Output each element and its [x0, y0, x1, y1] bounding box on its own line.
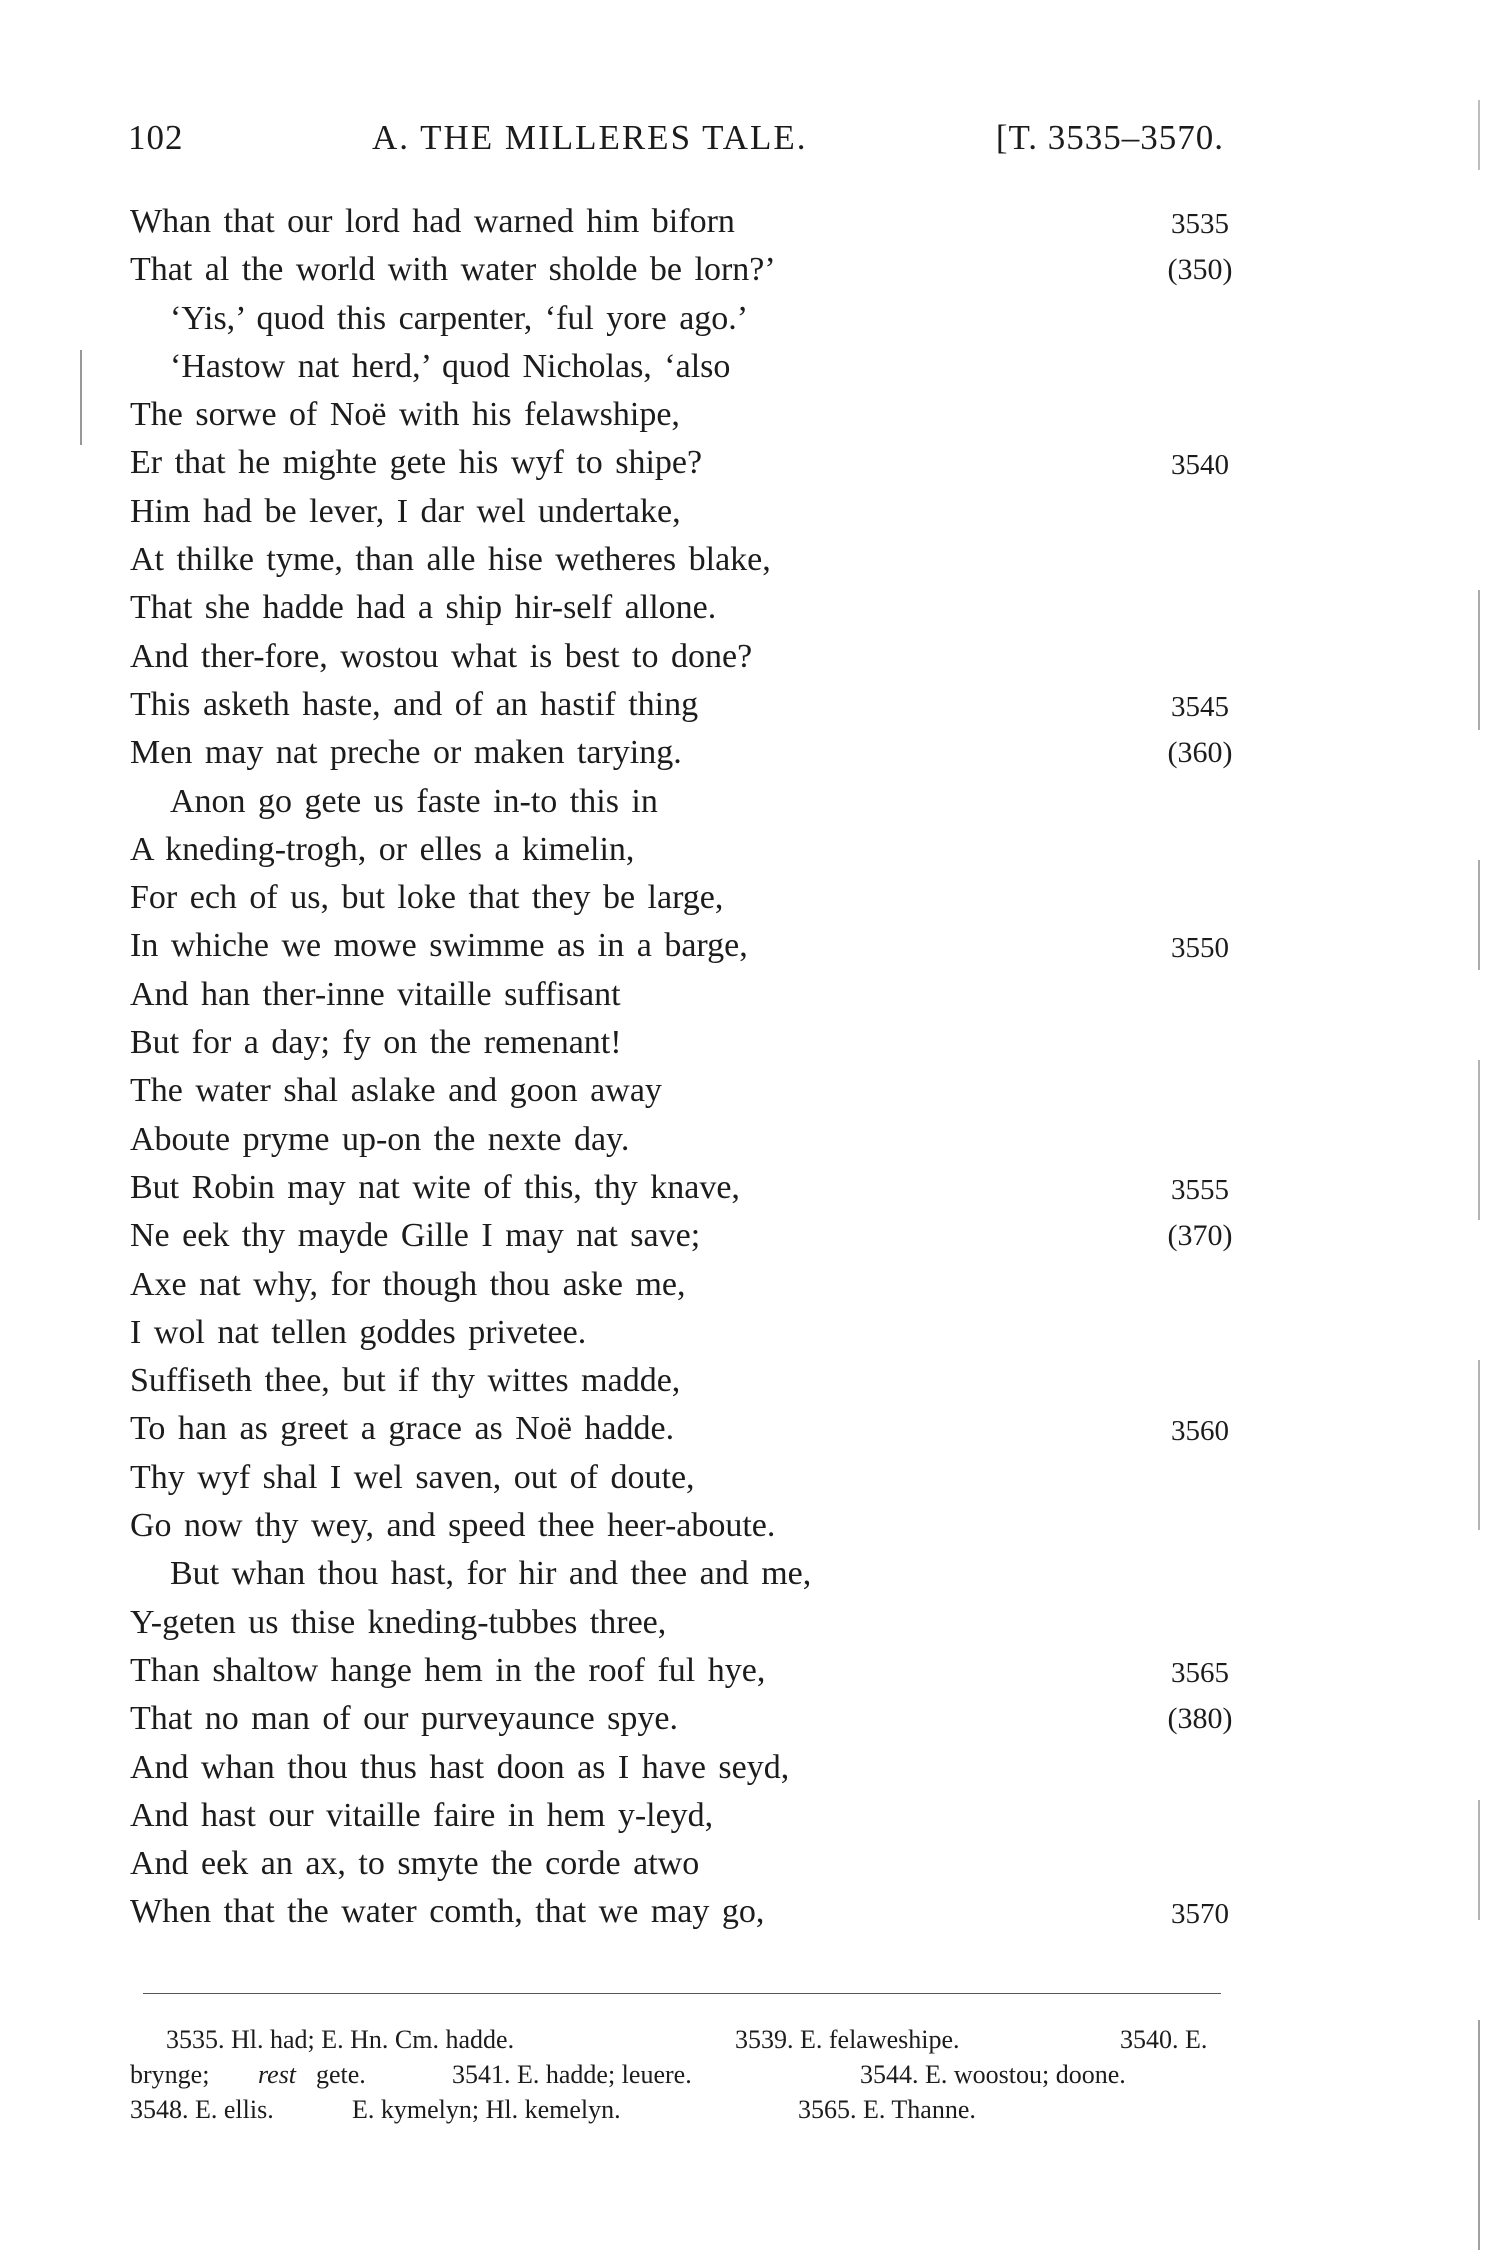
line-number: 3550 — [1171, 932, 1229, 965]
line-range: [T. 3535–3570. — [995, 118, 1224, 157]
verse-text: In whiche we mowe swimme as in a barge, — [130, 927, 748, 965]
verse-text: That she hadde had a ship hir-self allone. — [130, 589, 717, 627]
verse-line — [130, 439, 1240, 487]
note-line — [130, 2057, 1240, 2092]
line-number: 3545 — [1171, 690, 1229, 723]
verse-line — [130, 488, 1240, 536]
note-3548: 3548. E. ellis. — [130, 2095, 274, 2124]
verse-block — [130, 198, 1240, 1937]
note-line — [130, 2092, 1240, 2127]
verse-text: ‘Yis,’ quod this carpenter, ‘ful yore ago.’ — [170, 299, 749, 337]
verse-text: And eek an ax, to smyte the corde atwo — [130, 1845, 700, 1883]
verse-line — [130, 1164, 1240, 1212]
verse-line — [130, 343, 1240, 391]
verse-line — [130, 1019, 1240, 1067]
verse-text: To han as greet a grace as Noë hadde. — [130, 1410, 675, 1448]
verse-line — [130, 1888, 1240, 1936]
verse-line — [130, 729, 1240, 777]
verse-text: Ne eek thy mayde Gille I may nat save; — [130, 1217, 701, 1255]
verse-text: The water shal aslake and goon away — [130, 1072, 662, 1110]
verse-text: Anon go gete us faste in-to this in — [170, 782, 658, 820]
verse-line — [130, 1792, 1240, 1840]
verse-line — [130, 1357, 1240, 1405]
verse-text: Y-geten us thise kneding-tubbes three, — [130, 1603, 667, 1641]
verse-text: And ther-fore, wostou what is best to done? — [130, 637, 753, 675]
verse-line — [130, 874, 1240, 922]
note-3540-cont: brynge; — [130, 2060, 210, 2089]
verse-text: Men may nat preche or maken tarying. — [130, 734, 682, 772]
verse-line — [130, 633, 1240, 681]
scan-mark — [80, 350, 82, 445]
textual-notes — [130, 2022, 1240, 2127]
verse-line — [130, 1454, 1240, 1502]
verse-text: Than shaltow hange hem in the roof ful hye, — [130, 1651, 766, 1689]
verse-text: But Robin may nat wite of this, thy knave, — [130, 1168, 740, 1206]
verse-line — [130, 391, 1240, 439]
verse-line — [130, 1744, 1240, 1792]
verse-text: I wol nat tellen goddes privetee. — [130, 1313, 587, 1351]
scan-mark — [1478, 1360, 1480, 1530]
page-number: 102 — [128, 118, 184, 157]
note-3539: 3539. E. felaweshipe. — [735, 2025, 960, 2054]
verse-line — [130, 1116, 1240, 1164]
verse-text: And han ther-inne vitaille suffisant — [130, 975, 621, 1013]
line-number: (370) — [1167, 1219, 1233, 1253]
verse-text: And whan thou thus hast doon as I have seyd, — [130, 1748, 790, 1786]
note-3541: 3541. E. hadde; leuere. — [452, 2060, 692, 2089]
note-3540-gete: gete. — [316, 2060, 366, 2089]
line-number: 3565 — [1171, 1656, 1229, 1689]
running-title: A. THE MILLERES TALE. — [372, 118, 808, 157]
verse-line — [130, 826, 1240, 874]
verse-line — [130, 1212, 1240, 1260]
line-number: 3540 — [1171, 449, 1229, 482]
verse-text: ‘Hastow nat herd,’ quod Nicholas, ‘also — [170, 347, 731, 385]
scan-mark — [1478, 590, 1480, 730]
verse-text: A kneding-trogh, or elles a kimelin, — [130, 830, 635, 868]
verse-line — [130, 246, 1240, 294]
line-number: (380) — [1167, 1702, 1233, 1736]
verse-text: The sorwe of Noë with his felawshipe, — [130, 396, 680, 434]
scan-mark — [1478, 1060, 1480, 1220]
verse-text: And hast our vitaille faire in hem y-leyd, — [130, 1796, 714, 1834]
line-number: (350) — [1167, 253, 1233, 287]
verse-line — [130, 971, 1240, 1019]
verse-text: At thilke tyme, than alle hise wetheres blake, — [130, 541, 771, 579]
verse-line — [130, 1309, 1240, 1357]
verse-text: That al the world with water sholde be lorn?’ — [130, 251, 776, 289]
running-head — [128, 118, 1238, 170]
verse-line — [130, 1599, 1240, 1647]
scan-mark — [1478, 860, 1480, 970]
scan-mark — [1478, 100, 1480, 170]
note-3544: 3544. E. woostou; doone. — [860, 2060, 1126, 2089]
verse-text: But for a day; fy on the remenant! — [130, 1024, 622, 1062]
line-number: 3570 — [1171, 1898, 1229, 1931]
verse-text: For ech of us, but loke that they be large, — [130, 879, 724, 917]
verse-text: When that the water comth, that we may go, — [130, 1893, 765, 1931]
verse-text: Aboute pryme up-on the nexte day. — [130, 1120, 630, 1158]
note-line — [130, 2022, 1240, 2057]
verse-line — [130, 1502, 1240, 1550]
verse-text: This asketh haste, and of an hastif thing — [130, 685, 699, 723]
verse-text: Go now thy wey, and speed thee heer-aboute. — [130, 1507, 776, 1545]
line-number: 3535 — [1171, 208, 1229, 240]
footnote-rule — [143, 1993, 1221, 1994]
verse-line — [130, 1405, 1240, 1453]
verse-text: But whan thou hast, for hir and thee and me, — [170, 1555, 812, 1593]
note-3548-cont: E. kymelyn; Hl. kemelyn. — [352, 2095, 621, 2124]
verse-line — [130, 584, 1240, 632]
verse-text: Thy wyf shal I wel saven, out of doute, — [130, 1458, 695, 1496]
verse-line — [130, 922, 1240, 970]
verse-text: Whan that our lord had warned him biforn — [130, 203, 735, 240]
verse-line — [130, 1261, 1240, 1309]
verse-text: Suffiseth thee, but if thy wittes madde, — [130, 1362, 681, 1400]
scan-mark — [1478, 1800, 1480, 1920]
verse-line — [130, 536, 1240, 584]
verse-line — [130, 295, 1240, 343]
line-number: 3560 — [1171, 1415, 1229, 1448]
verse-text: That no man of our purveyaunce spye. — [130, 1700, 678, 1738]
verse-text: Axe nat why, for though thou aske me, — [130, 1265, 686, 1303]
verse-line — [130, 198, 1240, 246]
verse-line — [130, 681, 1240, 729]
scan-mark — [1478, 2020, 1480, 2250]
line-number: (360) — [1167, 736, 1233, 770]
note-rest-italic: rest — [258, 2060, 297, 2089]
note-3540: 3540. E. — [1120, 2025, 1208, 2054]
verse-text: Him had be lever, I dar wel undertake, — [130, 492, 681, 530]
note-3535: 3535. Hl. had; E. Hn. Cm. hadde. — [166, 2025, 515, 2054]
line-number: 3555 — [1171, 1173, 1229, 1206]
verse-line — [130, 1550, 1240, 1598]
verse-line — [130, 1695, 1240, 1743]
verse-line — [130, 1840, 1240, 1888]
note-3565: 3565. E. Thanne. — [798, 2095, 976, 2124]
verse-line — [130, 1067, 1240, 1115]
verse-line — [130, 778, 1240, 826]
verse-text: Er that he mighte gete his wyf to shipe? — [130, 444, 703, 482]
verse-line — [130, 1647, 1240, 1695]
